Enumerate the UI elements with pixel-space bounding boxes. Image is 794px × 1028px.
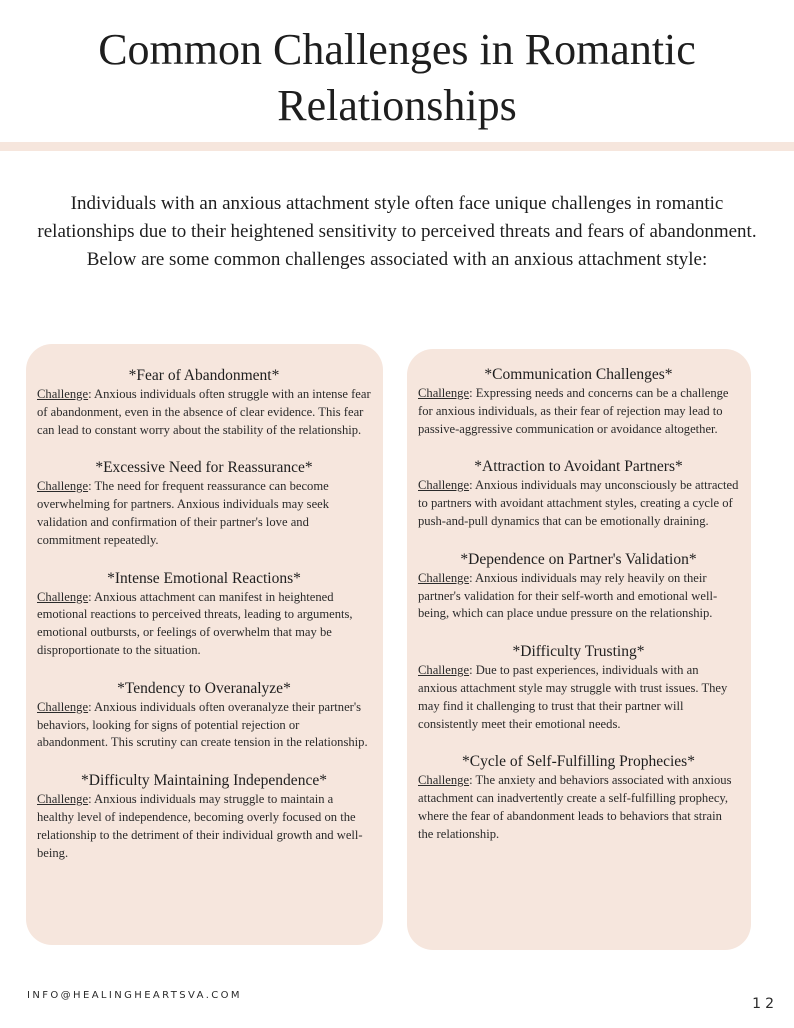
challenges-panel-right	[407, 349, 751, 950]
challenge-label: Challenge	[418, 386, 470, 400]
challenge-label: Challenge	[37, 589, 89, 604]
challenge-description: : Due to past experiences, individuals with an anxious attachment style may struggle with trust issues. They may find it challenging to trust that their partner will consistently meet their emotional needs.	[418, 663, 728, 731]
challenge-description: : Anxious individuals often struggle with an intense fear of abandonment, even in the absence of clear evidence. This fear can lead to constant worry about the stability of the relationship.	[37, 387, 371, 437]
challenge-text	[418, 385, 739, 438]
challenge-heading: *Intense Emotional Reactions*	[107, 569, 301, 587]
challenge-text	[418, 570, 739, 623]
challenge-item	[418, 365, 739, 438]
challenge-text	[37, 791, 371, 862]
challenge-label: Challenge	[37, 792, 89, 807]
challenge-text	[37, 699, 371, 752]
challenge-item	[37, 458, 371, 549]
challenge-text	[37, 478, 371, 549]
challenge-item	[418, 642, 739, 733]
challenge-item	[37, 366, 371, 439]
challenge-text	[37, 386, 371, 439]
challenge-item	[37, 771, 371, 862]
challenge-description: : Anxious individuals may struggle to maintain a healthy level of independence, becoming overly focused on the relationship to the detriment of their individual growth and well-being.	[37, 792, 363, 860]
challenge-description: : Anxious attachment can manifest in heightened emotional reactions to perceived threats, leading to arguments, emotional outbursts, or feelings of overwhelm that may be disproportionate to the situation.	[37, 589, 353, 657]
challenge-heading: *Tendency to Overanalyze*	[117, 679, 291, 697]
challenge-description: : Expressing needs and concerns can be a challenge for anxious individuals, as their fear of rejection may lead to passive-aggressive communication or avoidance altogether.	[418, 386, 729, 436]
challenge-description: : Anxious individuals may unconsciously be attracted to partners with avoidant attachment styles, creating a cycle of push-and-pull dynamics that can be emotionally draining.	[418, 478, 739, 528]
challenge-description: : Anxious individuals may rely heavily on their partner's validation for their self-worth and emotional well-being, which can place undue pressure on the relationship.	[418, 570, 718, 621]
page-title	[0, 22, 794, 134]
challenge-label: Challenge	[418, 663, 470, 678]
page-title-line-2: Relationships	[277, 81, 517, 130]
challenge-item	[418, 752, 739, 843]
challenge-heading: *Attraction to Avoidant Partners*	[474, 458, 683, 476]
page-number: 12	[752, 996, 778, 1012]
challenge-heading: *Fear of Abandonment*	[128, 367, 280, 384]
challenge-text	[37, 589, 371, 660]
challenge-heading: *Cycle of Self-Fulfilling Prophecies*	[462, 753, 695, 771]
challenge-item	[418, 457, 739, 530]
challenge-description: : Anxious individuals often overanalyze their partner's behaviors, looking for signs of potential rejection or abandonment. This scrutiny can create tension in the relationship.	[37, 699, 368, 750]
page-title-line-1: Common Challenges in Romantic	[98, 25, 696, 74]
challenge-item	[37, 569, 371, 660]
title-divider	[0, 142, 794, 151]
challenge-label: Challenge	[418, 570, 470, 585]
challenge-label: Challenge	[37, 387, 89, 401]
challenge-label: Challenge	[37, 479, 89, 494]
intro-paragraph: Individuals with an anxious attachment style often face unique challenges in romantic relationships due to their heightened sensitivity to perceived threats and fears of abandonment. Below are some common challenges associated with an anxious attachment style:	[37, 193, 757, 270]
challenge-description: : The anxiety and behaviors associated with anxious attachment can inadvertently create a self-fulfilling prophecy, where the fear of abandonment leads to behaviors that strain the relationship.	[418, 773, 732, 841]
challenge-heading: *Communication Challenges*	[484, 366, 673, 383]
challenge-item	[418, 550, 739, 623]
challenge-label: Challenge	[418, 773, 470, 788]
challenge-label: Challenge	[37, 699, 89, 714]
challenge-description: : The need for frequent reassurance can become overwhelming for partners. Anxious individuals may seek validation and confirmation of their partner's love and commitment repeatedly.	[37, 479, 330, 547]
challenge-item	[37, 679, 371, 752]
challenge-heading: *Difficulty Trusting*	[512, 643, 645, 661]
challenge-label: Challenge	[418, 478, 470, 493]
challenge-text	[418, 662, 739, 733]
challenge-heading: *Dependence on Partner's Validation*	[460, 550, 697, 568]
challenges-panel-left	[26, 344, 383, 945]
challenge-text	[418, 772, 739, 843]
challenge-heading: *Difficulty Maintaining Independence*	[81, 772, 327, 790]
challenge-heading: *Excessive Need for Reassurance*	[95, 459, 313, 477]
challenge-text	[418, 477, 739, 530]
footer-email: INFO@HEALINGHEARTSVA.COM	[27, 990, 242, 1001]
